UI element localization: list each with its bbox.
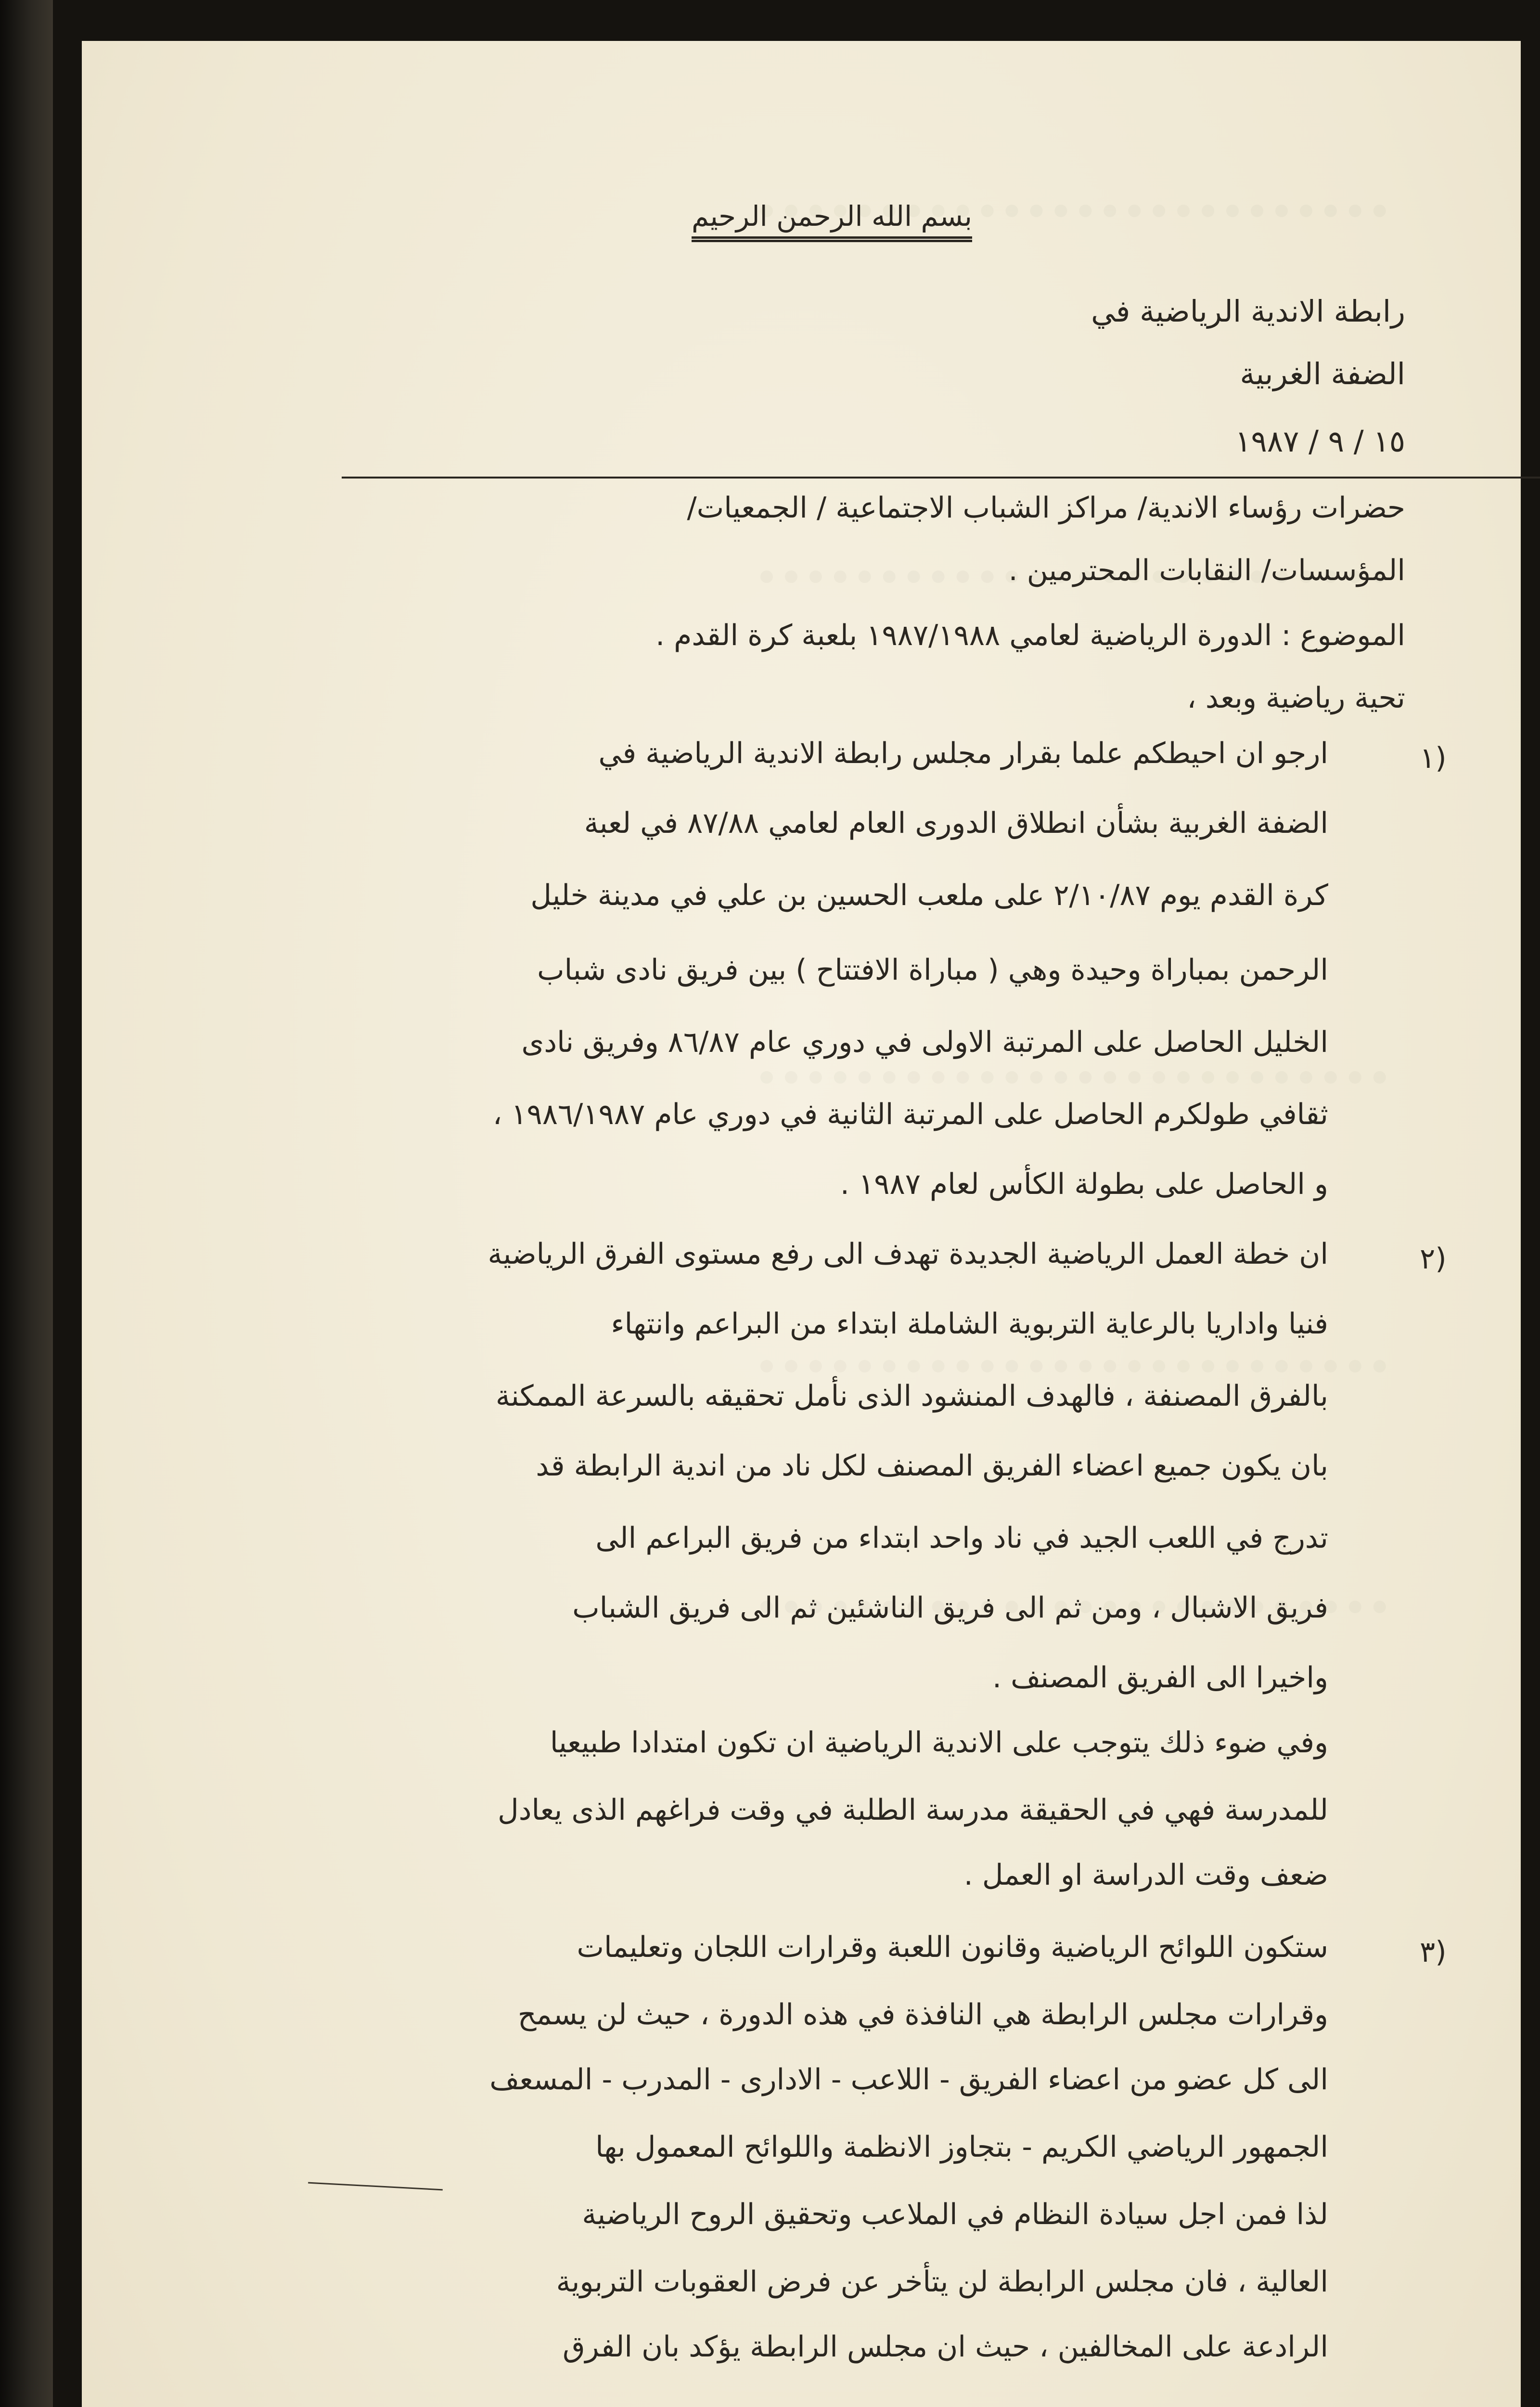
item-line: وفي ضوء ذلك يتوجب على الاندية الرياضية ان تكون امتدادا طبيعيا: [550, 1726, 1328, 1760]
bleed-through: [760, 1071, 1386, 1084]
item-line: بان يكون جميع اعضاء الفريق المصنف لكل ناد من اندية الرابطة قد: [536, 1449, 1328, 1483]
subject-line: الموضوع : الدورة الرياضية لعامي ١٩٨٧/١٩٨٨ بلعبة كرة القدم .: [655, 619, 1405, 652]
basmala: بسم الله الرحمن الرحيم: [692, 200, 972, 233]
item-line: الرادعة على المخالفين ، حيث ان مجلس الرابطة يؤكد بان الفرق: [563, 2330, 1328, 2364]
item-line: الجمهور الرياضي الكريم - بتجاوز الانظمة واللوائح المعمول بها: [595, 2130, 1328, 2164]
sender-line-1: رابطة الاندية الرياضية في: [1091, 294, 1405, 329]
item-line: العالية ، فان مجلس الرابطة لن يتأخر عن فرض العقوبات التربوية: [556, 2265, 1328, 2299]
item-number: ٢): [1420, 1242, 1447, 1276]
item-line: الضفة الغربية بشأن انطلاق الدورى العام لعامي ٨٧/٨٨ في لعبة: [584, 806, 1328, 840]
sender-line-2: الضفة الغربية: [1240, 356, 1405, 391]
salutation-line-2: المؤسسات/ النقابات المحترمين .: [1008, 554, 1405, 587]
item-line: فنيا واداريا بالرعاية التربوية الشاملة ابتداء من البراعم وانتهاء: [611, 1307, 1328, 1341]
item-line: للمدرسة فهي في الحقيقة مدرسة الطلبة في وقت فراغهم الذى يعادل: [498, 1793, 1328, 1827]
scan-edge: [0, 0, 53, 2407]
item-line: ارجو ان احيطكم علما بقرار مجلس رابطة الاندية الرياضية في: [598, 737, 1328, 770]
item-line: فريق الاشبال ، ومن ثم الى فريق الناشئين ثم الى فريق الشباب: [572, 1591, 1328, 1625]
item-line: ضعف وقت الدراسة او العمل .: [963, 1858, 1328, 1892]
salutation-line-1: حضرات رؤساء الاندية/ مراكز الشباب الاجتماعية / الجمعيات/: [687, 491, 1405, 525]
item-line: كرة القدم يوم ٢/١٠/٨٧ على ملعب الحسين بن علي في مدينة خليل: [530, 879, 1328, 912]
letter-date: ١٥ / ٩ / ١٩٨٧: [1235, 424, 1405, 459]
item-line: واخيرا الى الفريق المصنف .: [992, 1661, 1328, 1695]
item-number: ١): [1420, 741, 1447, 775]
item-line: ان خطة العمل الرياضية الجديدة تهدف الى رفع مستوى الفرق الرياضية: [488, 1237, 1328, 1271]
item-line: الخليل الحاصل على المرتبة الاولى في دوري عام ٨٦/٨٧ وفريق نادى: [521, 1025, 1328, 1059]
pen-stroke: [308, 2182, 443, 2191]
item-line: ثقافي طولكرم الحاصل على المرتبة الثانية في دوري عام ١٩٨٦/١٩٨٧ ،: [492, 1098, 1328, 1131]
item-line: وقرارات مجلس الرابطة هي النافذة في هذه الدورة ، حيث لن يسمح: [517, 1998, 1328, 2032]
greeting-line: تحية رياضية وبعد ،: [1187, 681, 1405, 715]
date-underline: [342, 477, 1540, 479]
letter-page: [82, 41, 1521, 2407]
bleed-through: [760, 1360, 1386, 1372]
item-number: ٣): [1420, 1935, 1447, 1969]
item-line: الرحمن بمباراة وحيدة وهي ( مباراة الافتتاح ) بين فريق نادى شباب: [537, 953, 1328, 987]
item-line: بالفرق المصنفة ، فالهدف المنشود الذى نأمل تحقيقه بالسرعة الممكنة: [495, 1379, 1328, 1413]
item-line: الى كل عضو من اعضاء الفريق - اللاعب - الادارى - المدرب - المسعف: [489, 2063, 1328, 2096]
item-line: و الحاصل على بطولة الكأس لعام ١٩٨٧ .: [840, 1167, 1328, 1201]
item-line: تدرج في اللعب الجيد في ناد واحد ابتداء من فريق البراعم الى: [595, 1521, 1328, 1555]
item-line: لذا فمن اجل سيادة النظام في الملاعب وتحقيق الروح الرياضية: [582, 2198, 1328, 2231]
item-line: ستكون اللوائح الرياضية وقانون اللعبة وقرارات اللجان وتعليمات: [577, 1930, 1328, 1964]
